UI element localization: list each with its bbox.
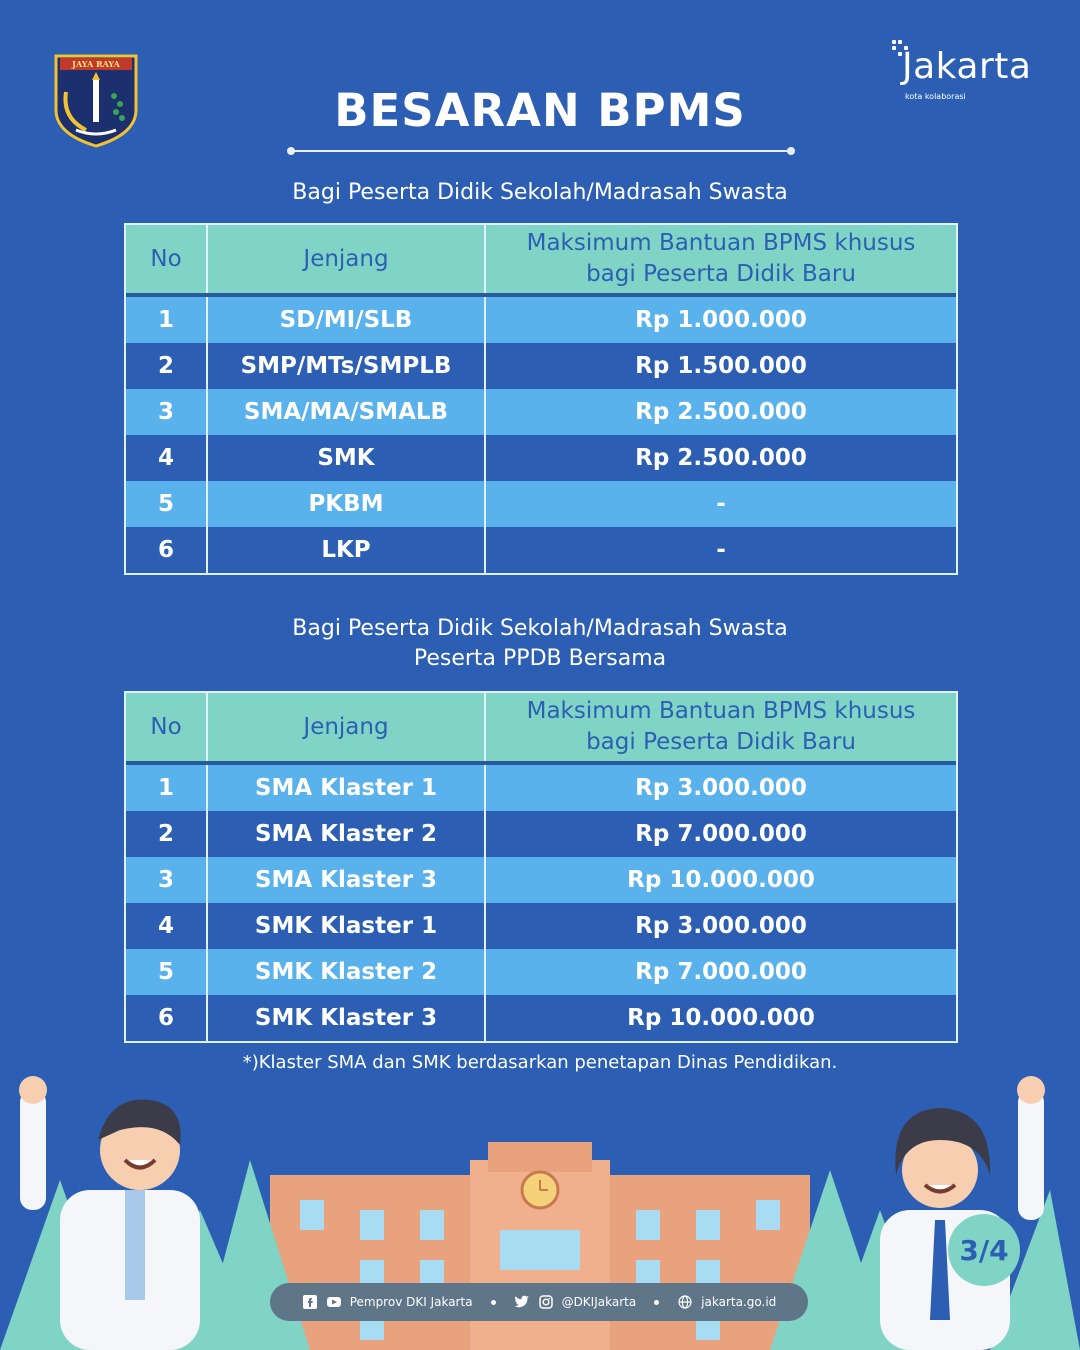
row-no: 1 [126,765,208,811]
separator-dot [654,1300,659,1305]
footnote: *)Klaster SMA dan SMK berdasarkan penetapan Dinas Pendidikan. [242,1052,838,1073]
row-level: SMP/MTs/SMPLB [208,343,486,389]
row-no: 3 [126,389,208,435]
row-no: 5 [126,481,208,527]
title-divider [287,147,795,155]
social-media-bar [270,1283,808,1321]
row-amount: - [716,491,726,517]
page-indicator: 3/4 [948,1214,1020,1286]
table-regular [124,223,958,575]
table-row [126,527,956,573]
row-amount: Rp 3.000.000 [635,913,807,939]
row-level: SMA Klaster 3 [208,857,486,903]
row-amount: Rp 7.000.000 [635,821,807,847]
header-no: No [126,225,208,293]
row-amount: Rp 10.000.000 [627,867,815,893]
globe-icon [677,1294,693,1310]
table-row [126,481,956,527]
table-row [126,811,956,857]
svg-text:JAYA RAYA: JAYA RAYA [72,59,120,69]
separator-dot [491,1300,496,1305]
section2-subtitle-line1: Bagi Peserta Didik Sekolah/Madrasah Swasta [292,616,788,641]
table-row [126,343,956,389]
header-level: Jenjang [208,225,486,293]
header-max-aid-line1: Maksimum Bantuan BPMS khusus [526,698,916,724]
section2-subtitle-line2: Peserta PPDB Bersama [413,646,667,671]
twitter-icon [514,1294,530,1310]
header-max-aid [486,693,956,761]
table-row [126,857,956,903]
row-level: SD/MI/SLB [208,297,486,343]
table-row [126,389,956,435]
table-row [126,435,956,481]
table-header-row [126,693,956,765]
row-no: 6 [126,527,208,573]
row-no: 6 [126,995,208,1041]
section1-subtitle: Bagi Peserta Didik Sekolah/Madrasah Swasta [292,180,788,205]
row-level: SMA Klaster 1 [208,765,486,811]
instagram-icon [538,1294,554,1310]
table-ppdb-bersama [124,691,958,1043]
row-amount: Rp 10.000.000 [627,1005,815,1031]
header-no: No [126,693,208,761]
row-level: SMK Klaster 3 [208,995,486,1041]
facebook-youtube-handle: Pemprov DKI Jakarta [349,1295,473,1309]
facebook-icon [302,1294,318,1310]
header-level: Jenjang [208,693,486,761]
row-level: SMK Klaster 1 [208,903,486,949]
twitter-instagram-handle: @DKIJakarta [561,1295,637,1309]
website-link[interactable]: jakarta.go.id [701,1295,777,1309]
table-row [126,903,956,949]
row-amount: Rp 3.000.000 [635,775,807,801]
table-row [126,765,956,811]
row-no: 4 [126,903,208,949]
row-no: 4 [126,435,208,481]
row-no: 2 [126,811,208,857]
header-max-aid [486,225,956,293]
table-header-row [126,225,956,297]
row-no: 3 [126,857,208,903]
row-amount: Rp 7.000.000 [635,959,807,985]
row-level: SMA/MA/SMALB [208,389,486,435]
row-amount: Rp 2.500.000 [635,445,807,471]
row-amount: Rp 1.500.000 [635,353,807,379]
row-amount: Rp 1.000.000 [635,307,807,333]
row-no: 5 [126,949,208,995]
row-amount: - [716,537,726,563]
page-title: BESARAN BPMS [334,84,746,137]
row-level: SMK [208,435,486,481]
table-row [126,297,956,343]
header-max-aid-line1: Maksimum Bantuan BPMS khusus [526,230,916,256]
row-no: 1 [126,297,208,343]
row-no: 2 [126,343,208,389]
table-row [126,949,956,995]
row-level: PKBM [208,481,486,527]
row-amount: Rp 2.500.000 [635,399,807,425]
row-level: SMA Klaster 2 [208,811,486,857]
row-level: LKP [208,527,486,573]
brand-tagline: kota kolaborasi [905,92,966,101]
brand-name: Jakarta [902,46,1032,87]
header-max-aid-line2: bagi Peserta Didik Baru [586,729,856,755]
row-level: SMK Klaster 2 [208,949,486,995]
header-max-aid-line2: bagi Peserta Didik Baru [586,261,856,287]
table-row [126,995,956,1041]
youtube-icon [326,1294,342,1310]
